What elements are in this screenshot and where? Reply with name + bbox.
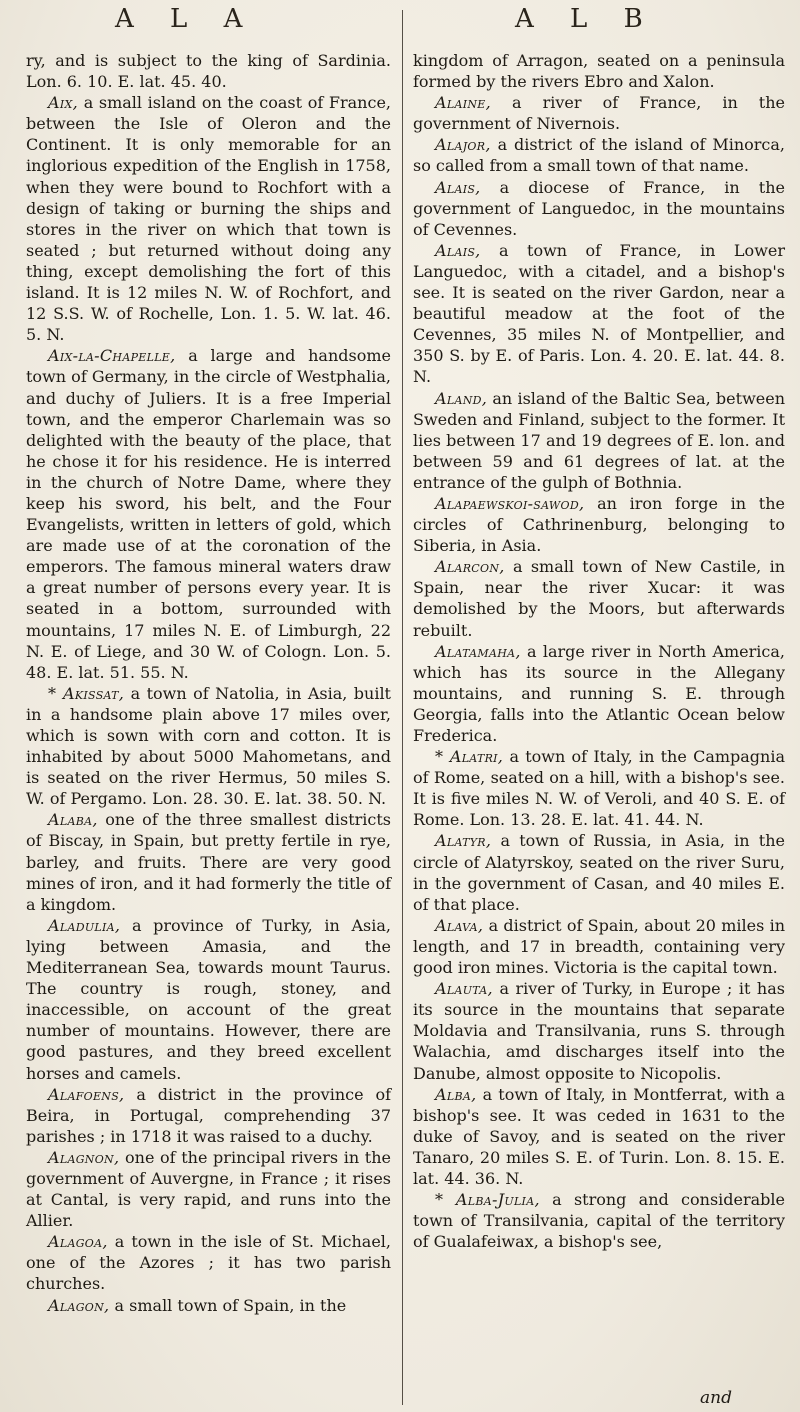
entry-text: a river of France, in the government of Nivernois. <box>413 93 785 134</box>
entry <box>413 915 785 978</box>
entry-text: a town in the isle of St. Michael, one of the Azores ; it has two parish churches. <box>26 1232 391 1294</box>
entry <box>413 556 785 640</box>
entry-text: a town of Natolia, in Asia, built in a handsome plain above 17 miles over, which is sown with corn and cotton. It is inhabited by about 5000 Mahometans, and is seated on the river Hermus, 50 miles S. W. of Pergamo. Lon. 28. 30. E. lat. 38. 50. N. <box>26 683 391 809</box>
entry <box>413 830 785 914</box>
entry-text: an island of the Baltic Sea, between Sweden and Finland, subject to the former. It lies between 17 and 19 degrees of E. lon. and between 59 and 61 degrees of lat. at the entrance of the gulph of Bothnia. <box>413 388 786 492</box>
entry-headword: Alba, <box>435 1084 477 1104</box>
running-head-right: A L B <box>515 4 657 34</box>
entry <box>26 92 391 345</box>
entry <box>26 915 391 1084</box>
entry-text: one of the principal rivers in the government of Auvergne, in France ; it rises at Cantal, is very rapid, and runs into the Allier. <box>26 1147 391 1231</box>
entry-text: a diocese of France, in the government of Languedoc, in the mountains of Cevennes. <box>413 177 786 239</box>
catchword: and <box>700 1388 732 1408</box>
entry-text: a small town of Spain, in the <box>114 1295 347 1315</box>
entry-text: a town of Russia, in Asia, in the circle of Alatyrskoy, seated on the river Suru, in the government of Casan, and 40 miles E. of that place. <box>413 831 785 914</box>
entry-text: a district of Spain, about 20 miles in length, and 17 in breadth, containing very good iron mines. Victoria is the capital town. <box>413 915 785 978</box>
entry-text: a river of Turky, in Europe ; it has its source in the mountains that separate Moldavia and Transilvania, runs S. through Walachia, amd discharges itself into the Danube, almost opposite to Nicopolis. <box>413 979 785 1083</box>
entry <box>26 50 391 92</box>
entry-headword: Alagon, <box>48 1295 110 1315</box>
entry-text: a town of Italy, in the Campagnia of Rome, seated on a hill, with a bishop's see. It is five miles N. W. of Veroli, and 40 S. E. of Rome. Lon. 13. 28. E. lat. 41. 44. N. <box>413 747 786 830</box>
entry <box>26 809 391 914</box>
entry-headword: * Alba-Julia, <box>435 1190 540 1210</box>
entry-headword: Alais, <box>435 177 481 197</box>
column-divider <box>402 10 403 1405</box>
entry <box>413 388 785 493</box>
entry-headword: Alafoens, <box>48 1084 125 1104</box>
running-head-left: A L A <box>115 4 257 34</box>
entry <box>413 1084 785 1189</box>
entry-headword: Aix, <box>48 93 79 113</box>
entry-text: kingdom of Arragon, seated on a peninsula formed by the rivers Ebro and Xalon. <box>413 51 785 92</box>
entry <box>26 1231 391 1294</box>
entry <box>413 493 785 556</box>
entry <box>413 1189 785 1252</box>
entry-text: a strong and considerable town of Transilvania, capital of the territory of Gualafeiwax, a bishop's see, <box>413 1190 785 1252</box>
entry-headword: * Alatri, <box>435 747 504 767</box>
entry <box>26 345 391 683</box>
entry-headword: Alagnon, <box>48 1147 120 1167</box>
entry-headword: * Akissat, <box>48 683 125 703</box>
entry-headword: Alauta, <box>435 979 493 999</box>
entry-text: a district in the province of Beira, in Portugal, comprehending 37 parishes ; in 1718 it was raised to a duchy. <box>26 1084 392 1146</box>
entry <box>413 641 785 746</box>
entry <box>413 92 785 134</box>
entry <box>413 978 785 1083</box>
entry-headword: Alaba, <box>48 810 98 830</box>
entry-headword: Aix-la-Chapelle, <box>48 346 176 366</box>
entry-headword: Alagoa, <box>48 1232 108 1252</box>
entry <box>26 1295 391 1316</box>
right-column <box>413 50 785 1252</box>
entry-text: a district of the island of Minorca, so called from a small town of that name. <box>413 135 785 176</box>
entry-headword: Alatyr, <box>435 831 492 851</box>
entry <box>26 1147 391 1231</box>
entry-text: an iron forge in the circles of Cathrinenburg, belonging to Siberia, in Asia. <box>413 493 785 556</box>
entry <box>413 746 785 830</box>
entry-headword: Alaine, <box>435 93 491 113</box>
entry-text: ry, and is subject to the king of Sardinia. Lon. 6. 10. E. lat. 45. 40. <box>26 51 391 92</box>
left-column <box>26 50 391 1316</box>
entry <box>413 240 785 388</box>
entry-headword: Aladulia, <box>48 915 121 935</box>
entry-text: a small island on the coast of France, between the Isle of Oleron and the Continent. It is only memorable for an inglorious expedition of the English in 1758, when they were bound to Rochfort with a design of taking or burning the ships and stores in the river on which that town is seated ; but returned without doing any thing, except demolishing the fort of this island. It is 12 miles N. W. of Rochfort, and 12 S.S. W. of Rochelle, Lon. 1. 5. W. lat. 46. 5. N. <box>26 93 392 345</box>
entry-text: a small town of New Castile, in Spain, near the river Xucar: it was demolished by the Moors, but afterwards rebuilt. <box>413 557 785 640</box>
entry <box>413 50 785 92</box>
entry-headword: Alajor, <box>435 135 491 155</box>
entry-headword: Alapaewskoi-sawod, <box>435 493 585 513</box>
entry-headword: Alais, <box>435 240 481 260</box>
entry-text: a town of France, in Lower Languedoc, with a citadel, and a bishop's see. It is seated on the river Gardon, near a beautiful meadow at the foot of the Cevennes, 35 miles N. of Montpellier, and 350 S. by E. of Paris. Lon. 4. 20. E. lat. 44. 8. N. <box>413 240 786 387</box>
entry <box>413 134 785 176</box>
entry <box>26 683 391 810</box>
entry-text: a town of Italy, in Montferrat, with a bishop's see. It was ceded in 1631 to the duke of Savoy, and is seated on the river Tanaro, 20 miles S. E. of Turin. Lon. 8. 15. E. lat. 44. 36. N. <box>413 1084 785 1188</box>
entry-headword: Aland, <box>435 388 488 408</box>
entry-headword: Alava, <box>435 915 484 935</box>
entry-text: a large and handsome town of Germany, in the circle of Westphalia, and duchy of Juliers. It is a free Imperial town, and the emperor Charlemain was so delighted with the beauty of the place, that he chose it for his residence. He is interred in the church of Notre Dame, where they keep his sword, his belt, and the Four Evangelists, written in letters of gold, which are made use of at the coronation of the emperors. The famous mineral waters draw a great number of persons every year. It is seated in a bottom, surrounded with mountains, 17 miles N. E. of Limburgh, 22 N. E. of Liege, and 30 W. of Cologn. Lon. 5. 48. E. lat. 51. 55. N. <box>26 346 391 682</box>
entry <box>413 177 785 240</box>
entry-headword: Alarcon, <box>435 557 505 577</box>
entry <box>26 1084 391 1147</box>
entry-text: one of the three smallest districts of Biscay, in Spain, but pretty fertile in rye, barley, and fruits. There are very good mines of iron, and it had formerly the title of a kingdom. <box>26 810 391 914</box>
entry-text: a province of Turky, in Asia, lying between Amasia, and the Mediterranean Sea, towards mount Taurus. The country is rough, stoney, and inaccessible, on account of the great number of mountains. However, there are good pastures, and they breed excellent horses and camels. <box>26 915 392 1083</box>
entry-text: a large river in North America, which has its source in the Allegany mountains, and running S. E. through Georgia, falls into the Atlantic Ocean below Frederica. <box>413 641 786 745</box>
entry-headword: Alatamaha, <box>435 641 521 661</box>
